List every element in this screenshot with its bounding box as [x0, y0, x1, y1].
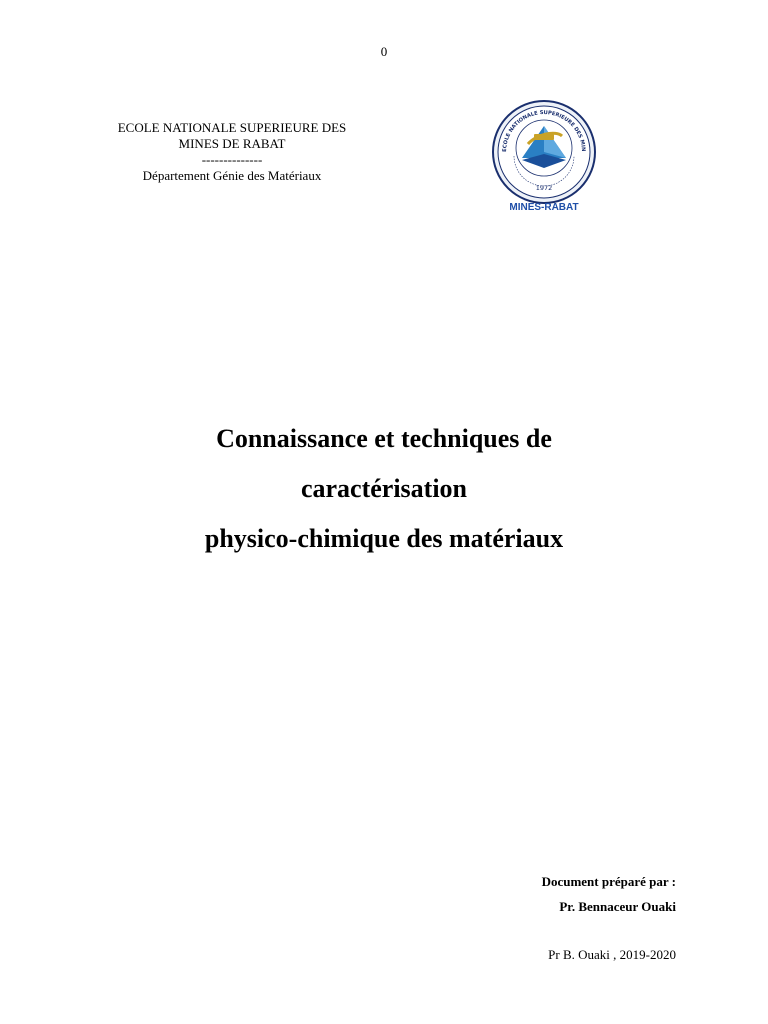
title-line1: Connaissance et techniques de: [216, 424, 552, 453]
page-number: 0: [380, 44, 388, 59]
author-name: Pr. Bennaceur Ouaki: [559, 899, 676, 914]
document-title: [0, 414, 768, 564]
institution-header: [82, 120, 382, 184]
logo-seal-icon: [484, 96, 604, 212]
institution-name-line2: MINES DE RABAT: [178, 136, 286, 151]
logo-year: 1972: [535, 184, 553, 192]
logo-arc-text: ECOLE NATIONALE SUPERIEURE DES MIN: [501, 109, 587, 153]
prepared-by-label: Document préparé par :: [541, 874, 676, 889]
institution-name-line1: ECOLE NATIONALE SUPERIEURE DES: [117, 120, 347, 135]
title-line2: caractérisation: [300, 474, 468, 503]
logo-caption: MINES-RABAT: [509, 202, 579, 212]
institution-separator: --------------: [201, 152, 263, 167]
footer-credit: Pr B. Ouaki , 2019-2020: [548, 947, 676, 962]
department-name: Département Génie des Matériaux: [142, 168, 322, 183]
title-line3: physico-chimique des matériaux: [204, 524, 564, 553]
mines-rabat-logo: [484, 96, 604, 212]
